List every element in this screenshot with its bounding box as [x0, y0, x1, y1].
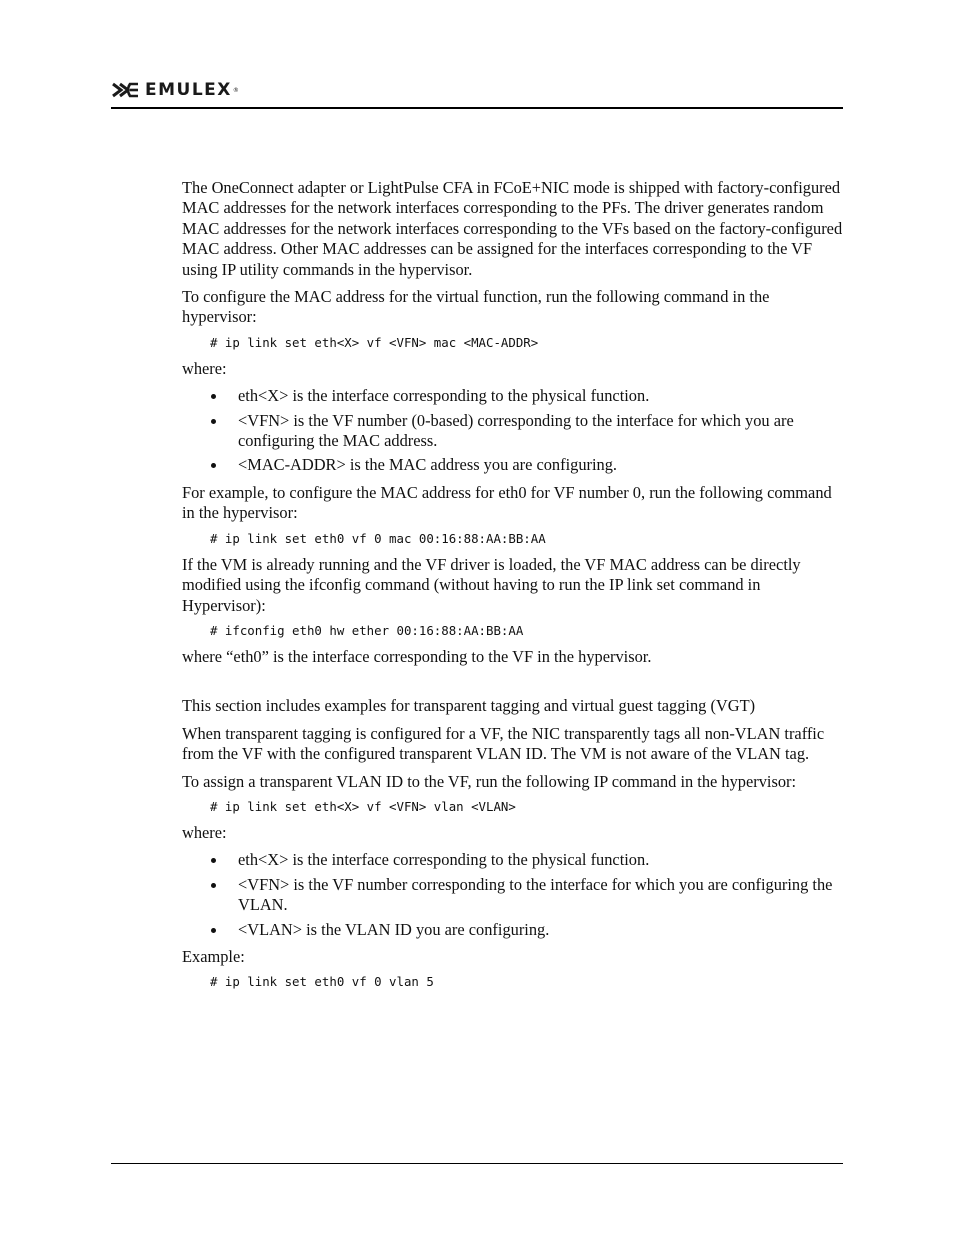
vlan-example-command: # ip link set eth0 vf 0 vlan 5 [210, 974, 434, 990]
vlan-command: # ip link set eth<X> vf <VFN> vlan <VLAN> [210, 798, 516, 814]
mac-parameter-list [182, 386, 844, 476]
mac-intro-paragraph: The OneConnect adapter or LightPulse CFA in FCoE+NIC mode is shipped with factory-configured MAC addresses for the network interfaces corresponding to the PFs. The driver generates random MAC addresses for the network interfaces corresponding to the VFs based on the factory-configured MAC address. Other MAC addresses can be assigned for the interfaces corresponding to the VF using IP utility commands in the hypervisor. [182, 178, 843, 279]
vlan-assign-paragraph: To assign a transparent VLAN ID to the VF, run the following IP command in the hypervisor: [182, 771, 797, 791]
mac-where-label: where: [182, 358, 227, 378]
page-content [182, 178, 844, 998]
vlan-where-label: where: [182, 822, 227, 842]
vlan-example-label: Example: [182, 946, 245, 966]
mac-command: # ip link set eth<X> vf <VFN> mac <MAC-ADDR> [210, 334, 539, 350]
trademark-symbol: ® [232, 86, 239, 94]
vlan-parameter-list [182, 850, 844, 940]
emulex-logo-icon [112, 82, 142, 98]
footer-rule [111, 1163, 843, 1164]
header-rule [111, 107, 843, 109]
mac-example-command: # ip link set eth0 vf 0 mac 00:16:88:AA:BB:AA [210, 530, 546, 546]
list-item: eth<X> is the interface corresponding to the physical function. [182, 850, 844, 870]
mac-example-paragraph: For example, to configure the MAC address for eth0 for VF number 0, run the following command in the hypervisor: [182, 482, 832, 523]
list-item: <MAC-ADDR> is the MAC address you are configuring. [182, 455, 844, 475]
list-item: <VFN> is the VF number (0-based) corresponding to the interface for which you are configuring the MAC address. [182, 411, 844, 452]
emulex-logo [112, 81, 239, 99]
vlan-intro-paragraph: This section includes examples for transparent tagging and virtual guest tagging (VGT) [182, 696, 756, 716]
mac-configure-paragraph: To configure the MAC address for the virtual function, run the following command in the hypervisor: [182, 287, 770, 327]
list-item: <VLAN> is the VLAN ID you are configuring. [182, 920, 844, 940]
list-item: eth<X> is the interface corresponding to the physical function. [182, 386, 844, 406]
mac-running-note: If the VM is already running and the VF driver is loaded, the VF MAC address can be directly modified using the ifconfig command (without having to run the IP link set command in Hypervisor): [182, 554, 801, 615]
brand-name: EMULEX [145, 80, 232, 100]
ifconfig-command: # ifconfig eth0 hw ether 00:16:88:AA:BB:AA [210, 622, 524, 638]
section-gap [182, 674, 844, 696]
mac-where-eth0: where “eth0” is the interface corresponding to the VF in the hypervisor. [182, 646, 652, 666]
list-item: <VFN> is the VF number corresponding to the interface for which you are configuring the VLAN. [182, 875, 844, 916]
vlan-transparent-paragraph: When transparent tagging is configured for a VF, the NIC transparently tags all non-VLAN traffic from the VF with the configured transparent VLAN ID. The VM is not aware of the VLAN tag. [182, 723, 825, 764]
